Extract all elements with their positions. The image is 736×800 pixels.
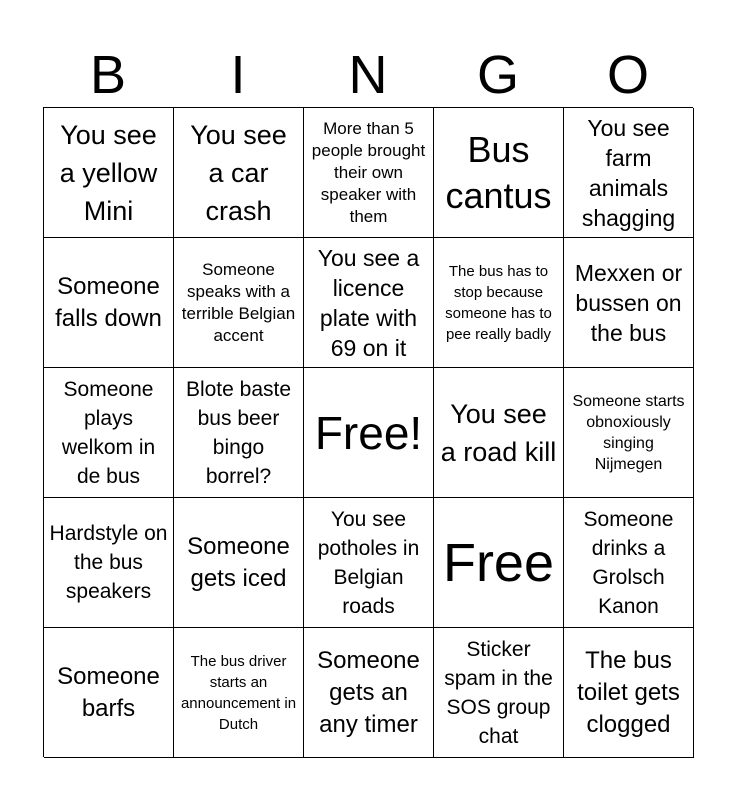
free-space-text: Free: [442, 532, 555, 593]
bingo-cell-r5c5[interactable]: [564, 628, 694, 758]
cell-text: The bus toilet gets clogged: [577, 646, 680, 738]
bingo-cell-r3c4[interactable]: [434, 368, 564, 498]
cell-text: You see a car crash: [190, 119, 287, 226]
cell-text: More than 5 people brought their own speaker with them: [311, 118, 426, 226]
bingo-cell-r4c4-free[interactable]: [434, 498, 564, 628]
bingo-cell-r5c1[interactable]: [44, 628, 174, 758]
cell-text: The bus driver starts an announcement in Dutch: [180, 652, 297, 733]
cell-text: Someone falls down: [55, 272, 162, 332]
cell-text: Bus cantus: [445, 128, 552, 216]
header-letter-b: B: [89, 45, 127, 105]
bingo-cell-r2c4[interactable]: [434, 238, 564, 368]
bingo-header: [43, 44, 693, 106]
cell-text: Someone barfs: [57, 662, 160, 722]
header-letter-o: O: [606, 45, 649, 105]
cell-text: Mexxen or bussen on the bus: [574, 259, 683, 346]
bingo-cell-r5c2[interactable]: [174, 628, 304, 758]
free-space-text: Free!: [314, 406, 423, 459]
bingo-cell-r4c5[interactable]: [564, 498, 694, 628]
cell-text: You see potholes in Belgian roads: [317, 507, 420, 618]
bingo-cell-r4c3[interactable]: [304, 498, 434, 628]
bingo-cell-r1c4[interactable]: [434, 108, 564, 238]
cell-text: Someone drinks a Grolsch Kanon: [583, 507, 674, 618]
cell-text: Hardstyle on the bus speakers: [49, 522, 168, 603]
bingo-cell-r3c1[interactable]: [44, 368, 174, 498]
cell-text: Someone plays welkom in de bus: [61, 377, 156, 488]
bingo-cell-r1c3[interactable]: [304, 108, 434, 238]
bingo-cell-r4c2[interactable]: [174, 498, 304, 628]
bingo-grid: [43, 107, 693, 757]
bingo-cell-r3c5[interactable]: [564, 368, 694, 498]
header-letter-i: I: [230, 45, 246, 105]
cell-text: You see a road kill: [440, 398, 557, 467]
bingo-cell-r2c2[interactable]: [174, 238, 304, 368]
header-letter-n: N: [348, 45, 388, 105]
bingo-cell-r1c1[interactable]: [44, 108, 174, 238]
bingo-cell-r4c1[interactable]: [44, 498, 174, 628]
header-letter-g: G: [476, 45, 519, 105]
cell-text: You see a yellow Mini: [59, 119, 158, 226]
bingo-cell-r1c5[interactable]: [564, 108, 694, 238]
bingo-cell-r5c4[interactable]: [434, 628, 564, 758]
cell-text: Sticker spam in the SOS group chat: [444, 637, 553, 748]
cell-text: Someone gets an any timer: [317, 646, 420, 738]
bingo-cell-r2c3[interactable]: [304, 238, 434, 368]
bingo-cell-r5c3[interactable]: [304, 628, 434, 758]
cell-text: Someone speaks with a terrible Belgian accent: [181, 259, 296, 345]
cell-text: Someone starts obnoxiously singing Nijmegen: [572, 392, 685, 473]
bingo-cell-r1c2[interactable]: [174, 108, 304, 238]
cell-text: The bus has to stop because someone has to pee really badly: [445, 262, 552, 343]
cell-text: Blote baste bus beer bingo borrel?: [185, 377, 292, 488]
bingo-cell-r3c2[interactable]: [174, 368, 304, 498]
cell-text: You see farm animals shagging: [581, 114, 676, 231]
cell-text: Someone gets iced: [187, 532, 290, 592]
bingo-cell-r2c1[interactable]: [44, 238, 174, 368]
bingo-cell-r2c5[interactable]: [564, 238, 694, 368]
bingo-cell-r3c3-free[interactable]: [304, 368, 434, 498]
cell-text: You see a licence plate with 69 on it: [317, 244, 420, 361]
